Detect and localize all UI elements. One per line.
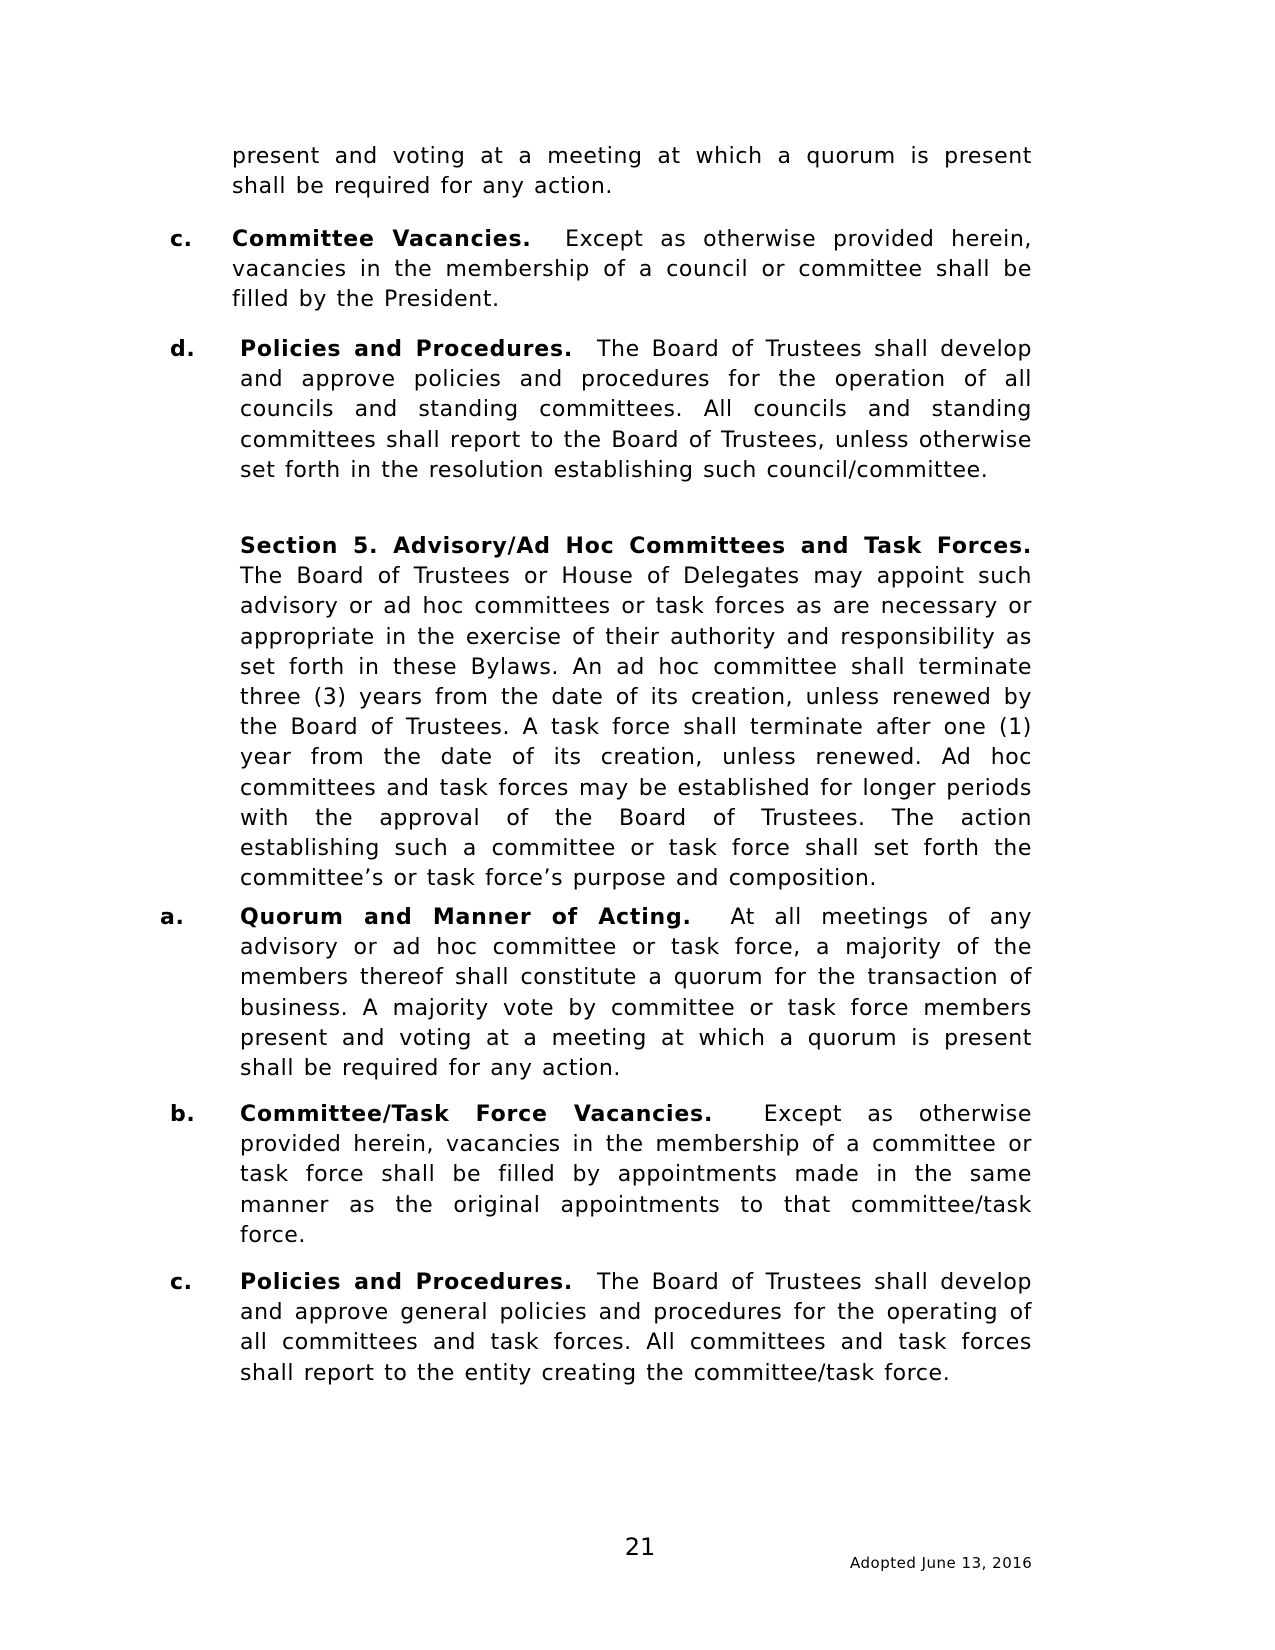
section-text: The Board of Trustees or House of Delegates may appoint such advisory or ad hoc committees or task forces as are necessary or appropriate in the exercise of their authority and responsibility as set forth in these Bylaws. An ad hoc committee shall terminate three (3) years from the date of its creation, unless renewed by the Board of Trustees. A task force shall terminate after one (1) year from the date of its creation, unless renewed. Ad hoc committees and task forces may be established for longer periods with the approval of the Board of Trustees. The action establishing such a committee or task force shall set forth the committee’s or task force’s purpose and composition. [240, 564, 1032, 892]
item-marker-c-policies: c. [170, 1270, 193, 1295]
item-marker-b-vacancies: b. [170, 1102, 196, 1127]
item-text: Except as otherwise provided herein, vacancies in the membership of a committee or task force shall be filled by appointments made in the same manner as the original appointments to that committee/task force. [240, 1102, 1032, 1248]
item-text: Except as otherwise provided herein, vacancies in the membership of a council or committee shall be filled by the President. [232, 227, 1032, 313]
item-heading: Committee Vacancies. [232, 227, 532, 252]
item-committee-vacancies [232, 225, 1032, 316]
item-text: The Board of Trustees shall develop and approve general policies and procedures for the operating of all committees and task forces. All committees and task forces shall report to the entity creating the committee/task force. [240, 1270, 1033, 1386]
item-text: The Board of Trustees shall develop and approve policies and procedures for the operation of all councils and standing committees. All councils and standing committees shall report to the Board of Trustees, unless otherwise set forth in the resolution establishing such council/committee. [240, 337, 1033, 483]
item-heading: Policies and Procedures. [240, 1270, 574, 1295]
item-heading: Quorum and Manner of Acting. [240, 905, 692, 930]
continuation-paragraph [232, 142, 1032, 202]
continuation-text: present and voting at a meeting at which a quorum is present shall be required for any action. [232, 144, 1032, 200]
adopted-date-note: Adopted June 13, 2016 [850, 1554, 1033, 1572]
item-text: At all meetings of any advisory or ad hoc committee or task force, a majority of the members thereof shall constitute a quorum for the transaction of business. A majority vote by committee or task force members present and voting at a meeting at which a quorum is present shall be required for any action. [240, 905, 1032, 1082]
section-5 [240, 532, 1032, 894]
item-general-policies-and-procedures [240, 1268, 1032, 1389]
item-quorum-and-manner-of-acting [240, 903, 1032, 1084]
item-heading: Policies and Procedures. [240, 337, 574, 362]
item-marker-a-quorum: a. [160, 905, 185, 930]
page-number: 21 [624, 1533, 656, 1561]
section-heading: Section 5. Advisory/Ad Hoc Committees and Task Forces. [240, 534, 1032, 559]
item-committee-task-force-vacancies [240, 1100, 1032, 1251]
item-heading: Committee/Task Force Vacancies. [240, 1102, 714, 1127]
item-marker-d-policies: d. [170, 337, 196, 362]
item-marker-c-committee-vacancies: c. [170, 227, 193, 252]
item-policies-and-procedures [240, 335, 1032, 486]
